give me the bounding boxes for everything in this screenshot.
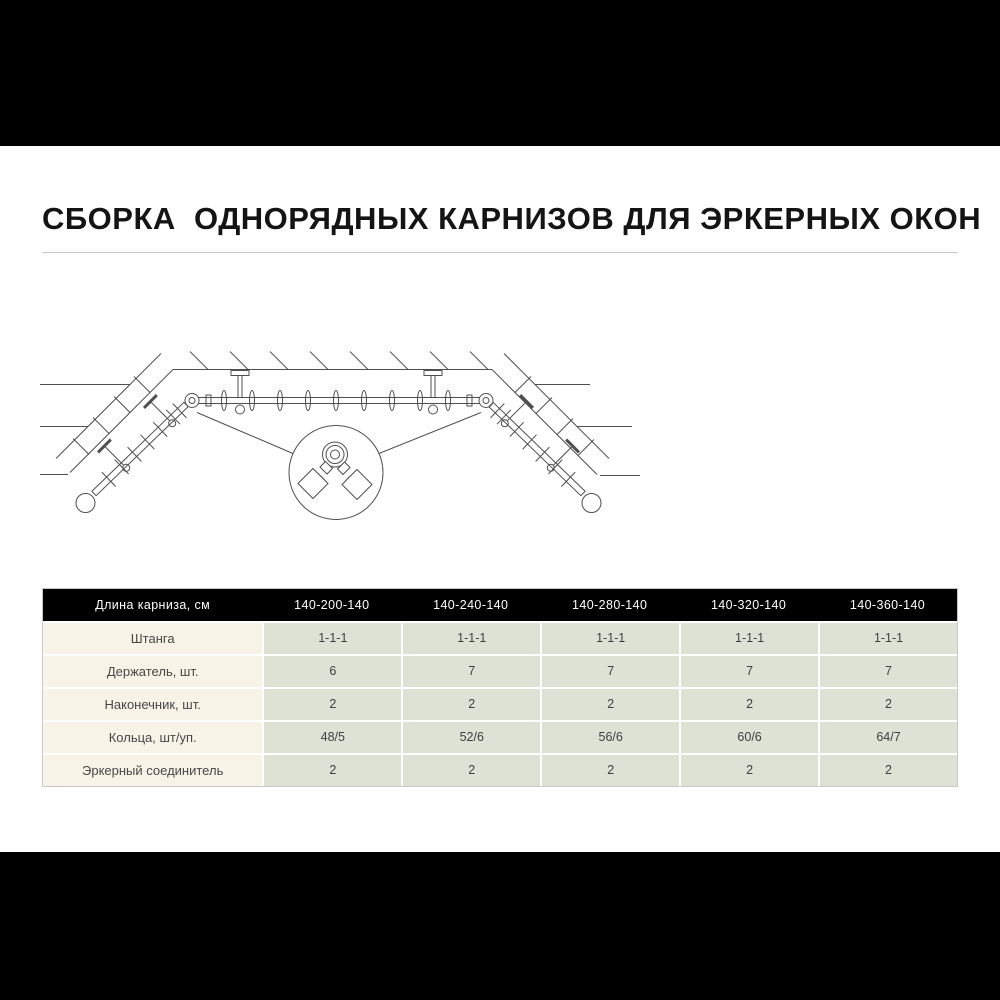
table-cell: 7: [542, 656, 679, 687]
bay-cornice-diagram: [40, 320, 960, 575]
table-cell: 56/6: [542, 722, 679, 753]
table-cell: 1-1-1: [403, 623, 540, 654]
table-cell: 2: [542, 689, 679, 720]
table-cell: 1-1-1: [264, 623, 401, 654]
letterbox-bar-bottom: [0, 852, 1000, 1000]
table-header-cell: 140-320-140: [710, 598, 787, 612]
row-label: Эркерный соединитель: [43, 755, 262, 786]
wall-bracket-left-upper: [144, 395, 176, 427]
table-cell: 7: [681, 656, 818, 687]
ceiling-wall: [173, 352, 492, 370]
table-cell: 2: [264, 689, 401, 720]
connector-socket-right: [342, 470, 372, 500]
table-header-cell: 140-360-140: [849, 598, 926, 612]
table-cell: 2: [264, 755, 401, 786]
row-label: Держатель, шт.: [43, 656, 262, 687]
table-cell: 2: [681, 689, 818, 720]
table-header-cell: Длина карниза, см: [95, 598, 211, 612]
spec-table: [42, 588, 958, 787]
table-header-cell: 140-200-140: [294, 598, 370, 612]
row-label: Наконечник, шт.: [43, 689, 262, 720]
title-divider: [42, 252, 958, 253]
wall-bracket-left-lower: [98, 440, 130, 472]
leader-line-left: [197, 413, 293, 454]
table-body: [43, 623, 957, 786]
curtain-rod-left-wing: [92, 402, 188, 495]
table-header-cell: 140-240-140: [433, 598, 509, 612]
letterbox-bar-top: [0, 0, 1000, 146]
table-cell: 64/7: [820, 722, 957, 753]
leader-line-right: [379, 413, 481, 454]
table-cell: 60/6: [681, 722, 818, 753]
table-cell: 2: [403, 689, 540, 720]
finial-left: [76, 494, 95, 513]
wall-bracket-right-upper: [501, 395, 533, 427]
page-title: СБОРКА ОДНОРЯДНЫХ КАРНИЗОВ ДЛЯ ЭРКЕРНЫХ ОКОН: [42, 201, 982, 236]
table-header-cell: 140-280-140: [572, 598, 648, 612]
wall-bracket-right-lower: [547, 440, 579, 472]
bay-connector-right: [479, 394, 493, 408]
finial-right: [582, 494, 601, 513]
table-header-row: [43, 589, 957, 621]
table-cell: 52/6: [403, 722, 540, 753]
table-cell: 7: [820, 656, 957, 687]
detail-magnifier-circle: [289, 426, 383, 520]
row-label: Штанга: [43, 623, 262, 654]
connector-socket-left: [298, 469, 328, 499]
rod-rings-horizontal: [222, 391, 451, 411]
row-label: Кольца, шт/уп.: [43, 722, 262, 753]
table-cell: 1-1-1: [681, 623, 818, 654]
table-cell: 7: [403, 656, 540, 687]
table-cell: 48/5: [264, 722, 401, 753]
table-cell: 2: [681, 755, 818, 786]
table-cell: 2: [820, 755, 957, 786]
table-cell: 6: [264, 656, 401, 687]
ceiling-bracket-right: [424, 371, 442, 415]
table-cell: 1-1-1: [820, 623, 957, 654]
ceiling-bracket-left: [231, 371, 249, 415]
left-wall: [40, 354, 173, 475]
table-cell: 2: [542, 755, 679, 786]
table-cell: 1-1-1: [542, 623, 679, 654]
table-cell: 2: [403, 755, 540, 786]
table-cell: 2: [820, 689, 957, 720]
curtain-rod-right-wing: [489, 402, 585, 495]
